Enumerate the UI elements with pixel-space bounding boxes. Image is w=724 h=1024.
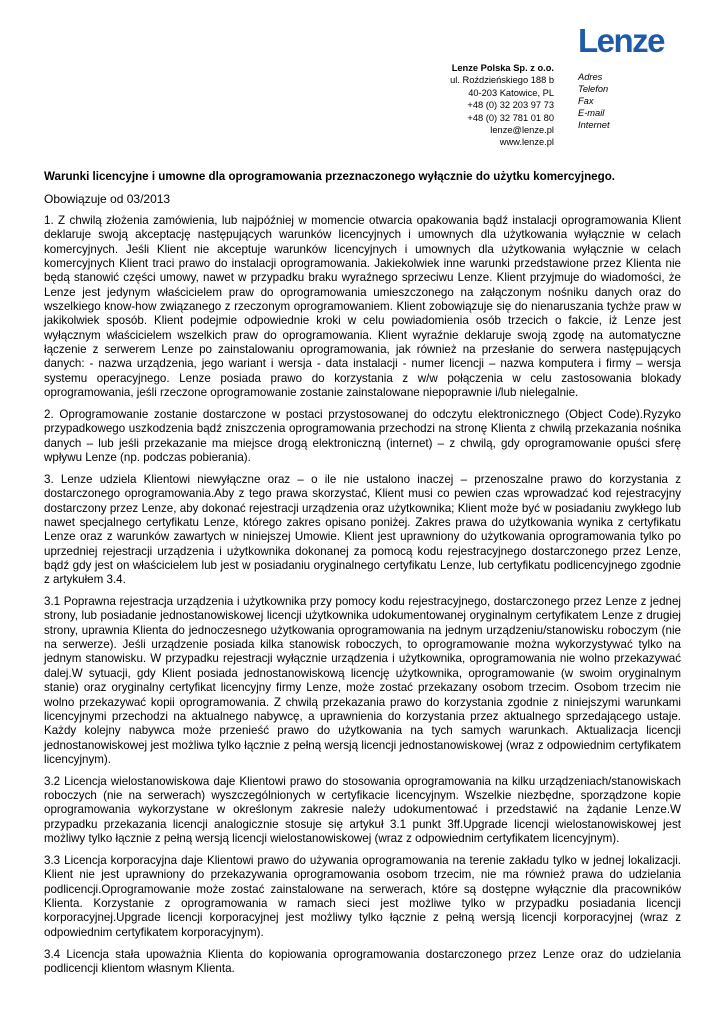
- company-street: ul. Roździeńskiego 188 b: [450, 75, 554, 86]
- company-email: lenze@lenze.pl: [490, 125, 554, 136]
- label-phone: Telefon: [578, 84, 609, 94]
- paragraph-2: 2. Oprogramowanie zostanie dostarczone w postaci przystosowanej do odczytu elektronicznego (Object Code).Ryzyko przypadkowego uszkodzenia bądź zniszczenia oprogramowania przechodzi na stronę Klienta z chwilą przekazania nośnika danych – lub jeśli przekazanie ma miejsce drogą elektroniczną (internet) – z chwilą, gdy oprogramowanie opuści sferę wpływu Lenze (np. podczas pobierania).: [44, 407, 681, 464]
- company-city: 40-203 Katowice, PL: [468, 87, 554, 98]
- paragraph-3-2: 3.2 Licencja wielostanowiskowa daje Klientowi prawo do stosowania oprogramowania na kilku urządzeniach/stanowiskach roboczych (nie na serwerach) wyszczególnionych w certyfikacie licencyjnym. Wszelkie niezbędne, sporządzone kopie oprogramowania wykorzystane w określonym zakresie należy udokumentować i przedstawić na żądanie Lenze.W przypadku przekazania licencji analogicznie stosuje się artykuł 3.1 punkt 3ff.Upgrade licencji wielostanowiskowej jest możliwy tylko łącznie z pełną wersją licencji wielostanowiskowej (wraz z odpowiednim certyfikatem licencyjnym).: [44, 774, 681, 846]
- company-phone: +48 (0) 32 203 97 73: [467, 100, 554, 111]
- lenze-logo: Lenze: [578, 22, 665, 59]
- paragraph-3: 3. Lenze udziela Klientowi niewyłączne oraz – o ile nie ustalono inaczej – przenoszalne prawo do korzystania z dostarczonego oprogramowania.Aby z tego prawa skorzystać, Klient musi co pewien czas wprowadzać kod rejestracyjny dostarczony przez Lenze, aby dokonać rejestracji urządzenia oraz użytkownika; Klient może być w posiadaniu zwykłego lub nawet specjalnego certyfikatu Lenze, którego zakres opisano poniżej. Zakres prawa do użytkowania wynika z certyfikatu Lenze oraz z warunków zawartych w niniejszej Umowie. Klient jest uprawniony do użytkowania oprogramowania tylko po uprzedniej rejestracji urządzenia i użytkownika dokonanej za pomocą kodu rejestracyjnego dostarczonego przez Lenze, bądź gdy jest on właścicielem lub jest w posiadaniu oryginalnego certyfikatu Lenze, lub certyfikatu podlicencyjnego zgodnie z artykułem 3.4.: [44, 472, 681, 587]
- label-email: E-mail: [578, 108, 605, 118]
- paragraph-3-4: 3.4 Licencja stała upoważnia Klienta do kopiowania oprogramowania dostarczonego przez Lenze oraz do udzielania podlicencji klientom własnym Klienta.: [44, 947, 681, 975]
- company-web: www.lenze.pl: [499, 137, 554, 148]
- company-name: Lenze Polska Sp. z o.o.: [451, 63, 554, 73]
- company-fax: +48 (0) 32 781 01 80: [467, 112, 554, 123]
- paragraph-3-3: 3.3 Licencja korporacyjna daje Klientowi prawo do używania oprogramowania na terenie zakładu tylko w jednej lokalizacji. Klient nie jest uprawniony do przekazywania oprogramowania osobom trzecim, nie ma również prawa do udzielania podlicencji.Oprogramowanie może zostać zainstalowane na serwerach, które są dostępne wyłącznie dla pracowników Klienta. Korzystanie z oprogramowania w ramach sieci jest możliwe tylko w przypadku posiadania licencji korporacyjnej.Upgrade licencji korporacyjnej jest możliwy tylko łącznie z pełną wersją licencji korporacyjnej (wraz z odpowiednim certyfikatem korporacyjnym).: [44, 853, 681, 939]
- label-internet: Internet: [578, 120, 610, 130]
- paragraph-3-1: 3.1 Poprawna rejestracja urządzenia i użytkownika przy pomocy kodu rejestracyjnego, dostarczonego przez Lenze z jednej strony, lub posiadanie jednostanowiskowej licencji użytkownika udokumentowanej oryginalnym certyfikatem Lenze z drugiej strony, uprawnia Klienta do jednoczesnego użytkowania oprogramowania na jednym urządzeniu/stanowisku roboczym (nie na serwerze). Jeśli urządzenie posiada kilka stanowisk roboczych, to oprogramowanie można wykorzystywać tylko na jednym stanowisku. W przypadku rejestracji wyłącznie urządzenia i użytkownika, oprogramowania nie wolno przekazywać dalej.W sytuacji, gdy Klient posiada jednostanowiskową licencję użytkownika, oprogramowanie (w swoim oryginalnym stanie) oraz oryginalny certyfikat licencyjny firmy Lenze, może zostać przekazany osobom trzecim. Osobom trzecim nie wolno przekazywać kopii oprogramowania. Z chwilą przekazania prawo do korzystania zgodnie z niniejszymi warunkami licencyjnymi przechodzi na aktualnego nabywcę, a uprawnienia do korzystania przez aktualnego sprzedającego ustaje. Każdy kolejny nabywca może przenieść prawo do użytkowania na tych samych warunkach. Aktualizacja licencji jednostanowiskowej jest możliwa tylko łącznie z pełną wersją licencji jednostanowiskowej (wraz z odpowiednim certyfikatem licencyjnym).: [44, 595, 681, 766]
- company-address-block: [450, 62, 554, 149]
- label-address: Adres: [578, 72, 603, 82]
- contact-labels: [578, 71, 610, 131]
- document-body: [44, 214, 681, 984]
- paragraph-1: 1. Z chwilą złożenia zamówienia, lub najpóźniej w momencie otwarcia opakowania bądź instalacji oprogramowania Klient deklaruje swoją akceptację następujących warunków licencyjnych i umownych dla użytkowania wyłącznie w celach komercyjnych. Jeśli Klient nie akceptuje warunków licencyjnych i umownych dla użytkowania wyłącznie w celach komercyjnych Klient traci prawo do instalacji oprogramowania. Jakiekolwiek inne warunki przedstawione przez Klienta nie będą stanowić części umowy, nawet w przypadku braku wyraźnego sprzeciwu Lenze. Klient przyjmuje do wiadomości, że Lenze jest jedynym właścicielem praw do oprogramowania umieszczonego na załączonym nośniku danych oraz do wszelkiego know-how związanego z rzeczonym oprogramowaniem. Klient zobowiązuje się do nienaruszania tychże praw w jakikolwiek sposób. Klient podejmie odpowiednie kroki w celu powiadomienia osób trzecich o fakcie, iż Lenze jest wyłącznym właścicielem wszelkich praw do oprogramowania. Klient wyraźnie deklaruje swoją zgodę na automatyczne łączenie z serwerem Lenze po zainstalowaniu oprogramowania, jak również na przesłanie do serwera następujących danych: - nazwa urządzenia, jego wariant i wersja - data instalacji - numer licencji – nazwa komputera i firmy – wersja systemu operacyjnego. Lenze posiada prawo do korzystania z w/w połączenia w celu zastosowania blokady oprogramowania, jeśli rzeczone oprogramowanie zostanie zainstalowane niepoprawnie i/lub nielegalnie.: [44, 214, 681, 400]
- document-title: Warunki licencyjne i umowne dla oprogramowania przeznaczonego wyłącznie do użytku komercyjnego.: [44, 170, 616, 183]
- effective-date: Obowiązuje od 03/2013: [44, 192, 171, 206]
- label-fax: Fax: [578, 96, 594, 106]
